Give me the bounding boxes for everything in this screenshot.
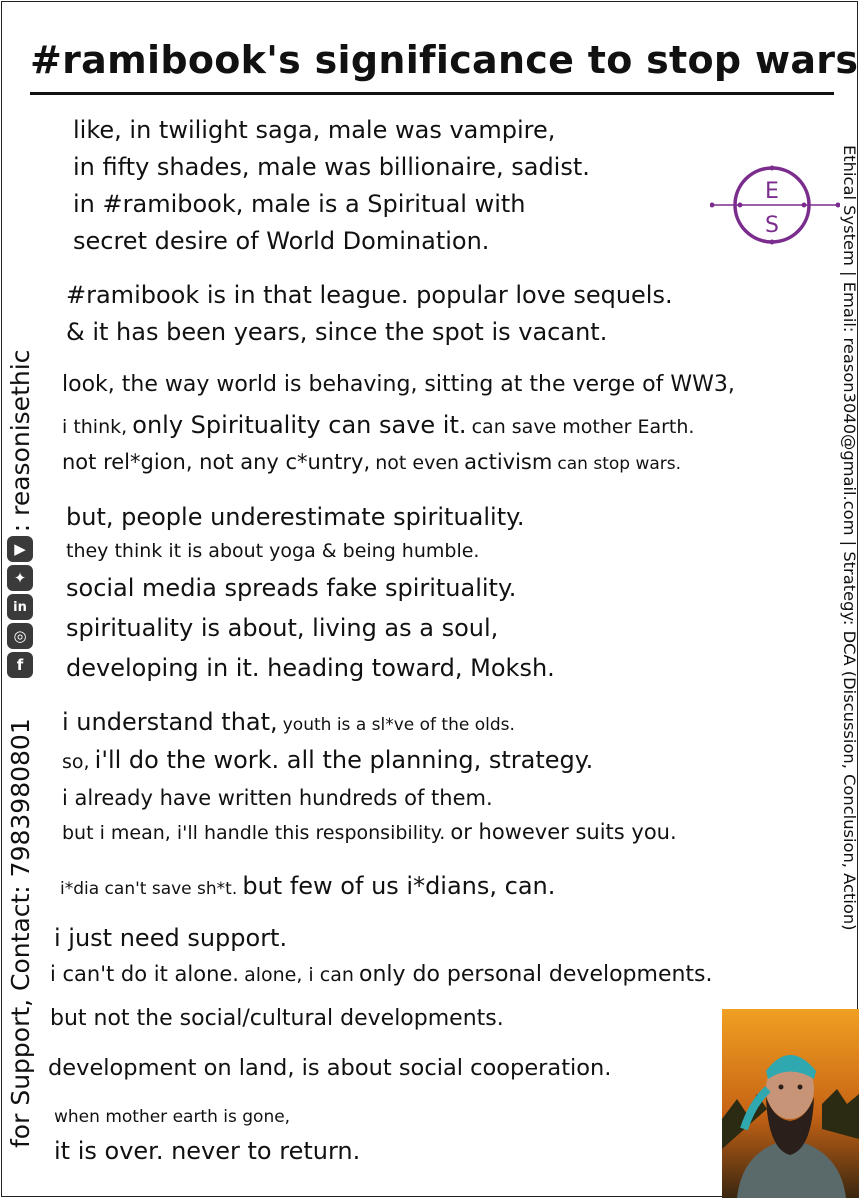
social-handle: : reasonisethic	[5, 349, 35, 533]
p5-line-4: but i mean, i'll handle this responsibility. or however suits you.	[62, 820, 677, 844]
p1-line-3: in #ramibook, male is a Spiritual with	[73, 190, 526, 218]
linkedin-icon[interactable]: in	[7, 594, 33, 620]
youtube-icon[interactable]: ▶	[7, 536, 33, 562]
p3-line-3: not rel*gion, not any c*untry, not even activism can stop wars.	[62, 450, 682, 474]
p7-line-3: but not the social/cultural developments.	[50, 1006, 504, 1031]
p8-line: development on land, is about social cooperation.	[48, 1055, 612, 1081]
left-contact-strip	[3, 349, 35, 1158]
p4-line-3: social media spreads fake spirituality.	[66, 574, 517, 602]
p2-line-1: #ramibook is in that league. popular love sequels.	[66, 281, 673, 309]
p4-line-2: they think it is about yoga & being humble.	[66, 540, 480, 562]
logo-letter-e: E	[765, 179, 779, 204]
p2-line-2: & it has been years, since the spot is vacant.	[66, 318, 608, 346]
p1-line-1: like, in twilight saga, male was vampire,	[73, 116, 556, 144]
p9-line-2: it is over. never to return.	[54, 1137, 361, 1165]
p6-line: i*dia can't save sh*t. but few of us i*dians, can.	[60, 872, 556, 900]
twitter-icon[interactable]: ✦	[7, 565, 33, 591]
p3-line-2: i think, only Spirituality can save it. can save mother Earth.	[62, 411, 695, 439]
page-title: #ramibook's significance to stop wars	[30, 38, 859, 82]
p3-line-1: look, the way world is behaving, sitting at the verge of WW3,	[62, 372, 735, 397]
p1-line-4: secret desire of World Domination.	[73, 227, 490, 255]
p9-line-1: when mother earth is gone,	[54, 1107, 291, 1127]
title-underline	[30, 92, 834, 95]
social-icons	[7, 536, 33, 678]
ethical-system-logo	[710, 160, 840, 250]
p5-line-3: i already have written hundreds of them.	[62, 786, 493, 810]
support-contact-text: for Support, Contact: 7983980801	[5, 718, 35, 1148]
p5-line-2: so, i'll do the work. all the planning, strategy.	[62, 746, 594, 774]
instagram-icon[interactable]: ◎	[7, 623, 33, 649]
p4-line-4: spirituality is about, living as a soul,	[66, 614, 499, 642]
right-info-strip	[835, 145, 859, 931]
right-info-text: Ethical System | Email: reason3040@gmail.com | Strategy: DCA (Discussion, Conclusion, Action)	[840, 145, 859, 931]
p7-line-2: i can't do it alone. alone, i can only do personal developments.	[50, 962, 713, 987]
p7-line-1: i just need support.	[54, 924, 288, 952]
p5-line-1: i understand that, youth is a sl*ve of the olds.	[62, 708, 515, 736]
facebook-icon[interactable]: f	[7, 652, 33, 678]
p4-line-1: but, people underestimate spirituality.	[66, 503, 525, 531]
author-photo	[722, 1009, 859, 1198]
logo-letter-s: S	[765, 213, 779, 238]
p1-line-2: in fifty shades, male was billionaire, sadist.	[73, 153, 590, 181]
p4-line-5: developing in it. heading toward, Moksh.	[66, 654, 555, 682]
